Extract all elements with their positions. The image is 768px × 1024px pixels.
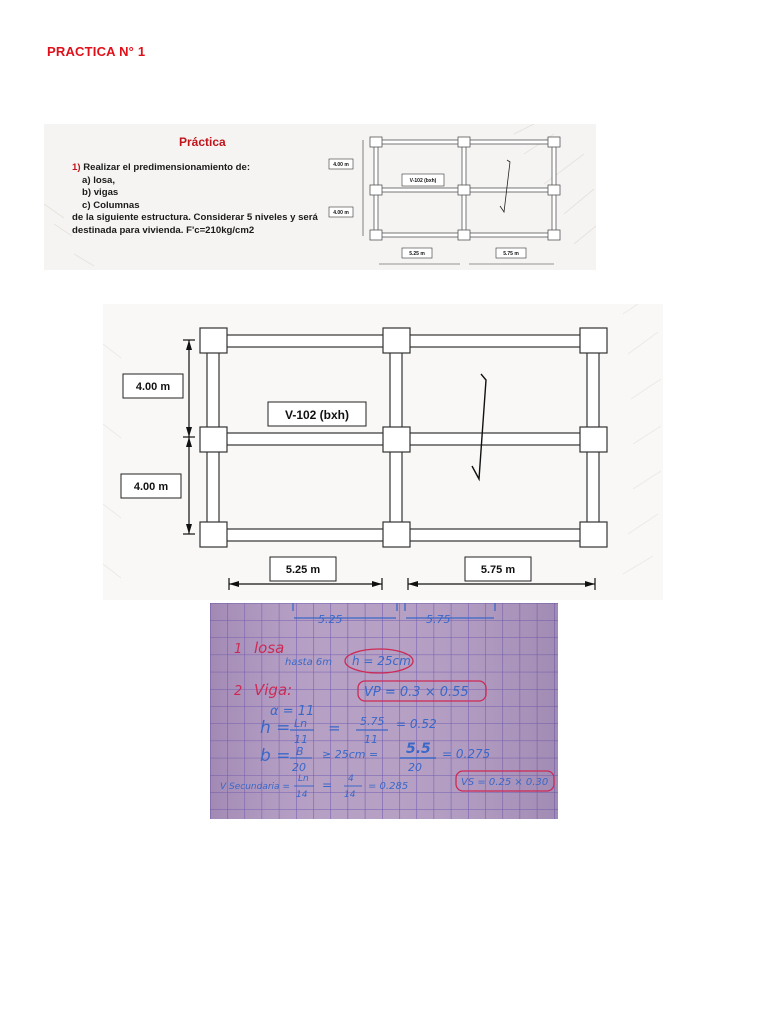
span-y1: 4.00 m — [135, 381, 171, 393]
practice-line-2: destinada para vivienda. F'c=210kg/cm2 — [72, 224, 255, 236]
practice-line-1: de la siguiente estructura. Considerar 5 niveles y será — [72, 212, 318, 223]
hw-l1-num: 1 — [234, 642, 243, 657]
hw-vs-frac2-num: 4 — [348, 774, 354, 784]
hw-b-min: ≥ 25cm = — [322, 748, 379, 761]
practice-heading: Práctica — [179, 135, 226, 149]
hw-l1-result: h = 25cm — [352, 654, 411, 668]
span-y2: 4.00 m — [133, 481, 169, 493]
hw-vs-frac-den: 14 — [296, 790, 308, 800]
beam-label: V-102 (bxh) — [284, 408, 350, 422]
hw-b-frac2-den: 20 — [408, 761, 422, 774]
hw-l2-num: 2 — [234, 684, 243, 699]
hw-h-val: = 0.52 — [396, 717, 437, 731]
hw-vs-result: VS = 0.25 × 0.30 — [461, 777, 549, 788]
hw-h-frac2-den: 11 — [364, 733, 378, 746]
large-floor-plan — [103, 304, 663, 600]
hw-h-lhs: h = — [260, 718, 291, 738]
handwritten-notes-image — [210, 603, 558, 819]
hw-vs-frac-num: Ln — [298, 774, 309, 784]
span-x2: 5.75 m — [480, 564, 516, 576]
hw-l1-word: losa — [254, 639, 285, 657]
hw-b-frac2-num: 5.5 — [406, 741, 431, 757]
small-span-y1: 4.00 m — [333, 162, 349, 168]
hw-l1-note: hasta 6m — [285, 657, 333, 668]
small-span-y2: 4.00 m — [333, 210, 349, 216]
large-floor-plan-image — [103, 304, 663, 600]
practice-intro: Realizar el predimensionamiento de: — [83, 162, 251, 173]
hw-vs-val: = 0.285 — [368, 781, 409, 792]
hw-b-val: = 0.275 — [442, 747, 491, 761]
small-span-x2: 5.75 m — [503, 251, 519, 257]
small-span-x1: 5.25 m — [409, 251, 425, 257]
hw-l2-word: Viga: — [254, 681, 293, 699]
hw-b-frac-num: B — [296, 745, 304, 758]
practice-item: b) vigas — [82, 187, 119, 198]
hw-dim-left: 5.25 — [318, 613, 343, 626]
hw-h-eq: = — [328, 719, 341, 737]
hw-b-frac-den: 20 — [292, 761, 306, 774]
span-x1: 5.25 m — [285, 564, 321, 576]
practice-statement-image — [44, 124, 596, 270]
small-floor-plan — [324, 124, 596, 270]
page-title: PRACTICA N° 1 — [47, 44, 146, 59]
hw-vs-label: V Secundaria = — [220, 782, 290, 792]
hw-dim-right: 5.75 — [426, 613, 451, 626]
hw-b-lhs: b = — [260, 746, 291, 766]
hw-h-frac2-num: 5.75 — [360, 715, 385, 728]
practice-number: 1) — [72, 162, 81, 173]
hw-h-frac-num: Ln — [294, 717, 308, 730]
practice-item: c) Columnas — [82, 199, 140, 211]
hw-alpha: α = 11 — [270, 704, 315, 719]
hw-h-frac-den: 11 — [294, 733, 308, 746]
notebook-grid — [210, 603, 558, 819]
hw-vs-frac2-den: 14 — [344, 790, 356, 800]
hw-l2-result: VP = 0.3 × 0.55 — [364, 685, 469, 700]
small-beam-label: V-102 (bxh) — [409, 178, 437, 184]
practice-item: a) losa, — [82, 174, 116, 186]
hw-vs-eq: = — [322, 778, 333, 792]
